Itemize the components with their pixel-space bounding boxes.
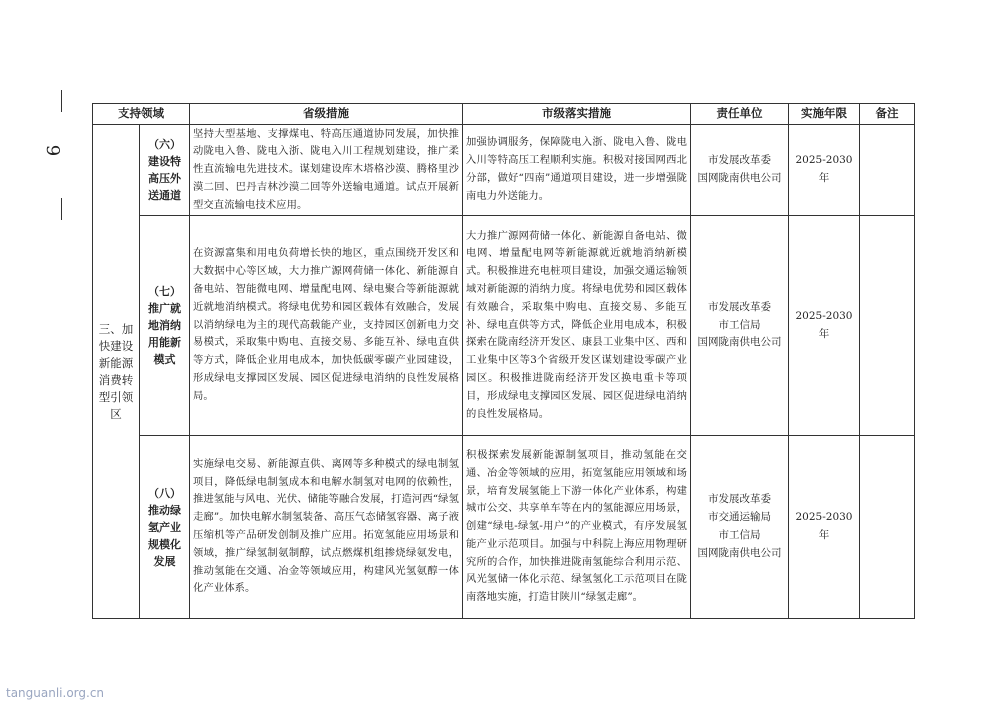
header-provincial-measures: 省级措施 [190, 104, 463, 125]
page-number-dash-top [61, 90, 62, 112]
unit-name: 市工信局 [718, 529, 761, 541]
municipal-measure-cell: 加强协调服务，保障陇电入浙、陇电入鲁、陇电入川等特高压工程顺利实施。积极对接国网西北分部，做好“四南”通道项目建设，进一步增强陇南电力外送能力。 [463, 125, 691, 216]
responsible-unit-cell [691, 125, 789, 216]
header-remarks: 备注 [860, 104, 915, 125]
page-number: 9 [42, 144, 64, 157]
unit-name: 国网陇南供电公司 [697, 546, 782, 559]
provincial-measure-cell: 在资源富集和用电负荷增长快的地区，重点围绕开发区和大数据中心等区域，大力推广源网荷储一体化、新能源自备电站、智能微电网、增量配电网、绿电聚合等新能源就近就地消纳模式。将绿电优势和园区载体有效融合，发展以消纳绿电为主的现代高载能产业，支持园区创新电力交易模式，采取集中购电、直接交易、多能互补、绿电直供等方式，降低企业用电成本，加快低碳零碳产业园建设，形成绿电支撑园区发展、园区促进绿电消纳的良性发展格局。 [190, 216, 463, 436]
watermark-text: tanguanli.org.cn [6, 686, 105, 700]
unit-name: 市工信局 [718, 318, 761, 331]
table-row [93, 216, 915, 436]
header-responsible-unit: 责任单位 [691, 104, 789, 125]
measures-table [92, 103, 915, 619]
unit-name: 市发展改革委 [708, 300, 771, 313]
page-number-dash-bottom [61, 198, 62, 220]
note-cell [860, 216, 915, 436]
subject-cell: （七）推广就地消纳用能新模式 [140, 216, 190, 436]
subject-cell: （八）推动绿氢产业规模化发展 [140, 436, 190, 619]
years-cell: 2025-2030年 [789, 216, 860, 436]
table-row [93, 436, 915, 619]
unit-name: 市交通运输局 [708, 511, 771, 524]
note-cell [860, 436, 915, 619]
page-number-marker [42, 90, 82, 220]
header-implementation-years: 实施年限 [789, 104, 860, 125]
municipal-measure-cell: 积极探索发展新能源制氢项目，推动氢能在交通、冶金等领域的应用，拓宽氢能应用领域和场景，培育发展氢能上下游一体化产业体系，构建城市公交、共享单车等在内的氢能源应用场景，创建“绿电-绿氢-用户”的产业模式，有序发展氢能产业示范项目。加强与中科院上海应用物理研究所的合作，加快推进陇南氢能综合利用示范、风光氢储一体化示范、绿氢氢化工示范项目在陇南落地实施，打造甘陕川“绿氢走廊”。 [463, 436, 691, 619]
header-support-area: 支持领域 [93, 104, 190, 125]
municipal-measure-cell: 大力推广源网荷储一体化、新能源自备电站、微电网、增量配电网等新能源就近就地消纳新模式。积极推进充电桩项目建设，加强交通运输领域对新能源的消纳力度。将绿电优势和园区载体有效融合，采取集中购电、直接交易、多能互补、绿电直供等方式，降低企业用电成本，积极探索在陇南经济开发区、康县工业集中区、西和工业集中区等3个省级开发区谋划建设零碳产业园区。积极推进陇南经济开发区换电重卡等项目，形成绿电支撑园区发展、园区促进绿电消纳的良性发展格局。 [463, 216, 691, 436]
note-cell [860, 125, 915, 216]
table-row [93, 125, 915, 216]
subject-cell: （六）建设特高压外送通道 [140, 125, 190, 216]
header-municipal-measures: 市级落实措施 [463, 104, 691, 125]
unit-name: 国网陇南供电公司 [697, 172, 782, 184]
unit-name: 市发展改革委 [708, 154, 771, 167]
support-area-cell: 三、加快建设新能源消费转型引领区 [93, 125, 140, 619]
unit-name: 市发展改革委 [708, 493, 771, 506]
unit-name: 国网陇南供电公司 [697, 336, 782, 349]
responsible-unit-cell [691, 436, 789, 619]
table-header-row [93, 104, 915, 125]
years-cell: 2025-2030年 [789, 436, 860, 619]
years-cell: 2025-2030年 [789, 125, 860, 216]
responsible-unit-cell [691, 216, 789, 436]
provincial-measure-cell: 实施绿电交易、新能源直供、离网等多种模式的绿电制氢项目，降低绿电制氢成本和电解水制氢对电网的依赖性，推进氢能与风电、光伏、储能等融合发展，打造河西“绿氢走廊”。加快电解水制氢装备、高压气态储氢容器、离子液压缩机等产品研发创制及推广应用。拓宽氢能应用场景和领域，推广绿氢制氨制醇，试点燃煤机组掺烧绿氨发电，推动氢能在交通、冶金等领域应用，构建风光氢氨醇一体化产业体系。 [190, 436, 463, 619]
provincial-measure-cell: 坚持大型基地、支撑煤电、特高压通道协同发展，加快推动陇电入鲁、陇电入浙、陇电入川工程规划建设，推广柔性直流输电先进技术。谋划建设库木塔格沙漠、腾格里沙漠二回、巴丹吉林沙漠二回等外送输电通道。试点开展新型交直流输电技术应用。 [190, 125, 463, 216]
